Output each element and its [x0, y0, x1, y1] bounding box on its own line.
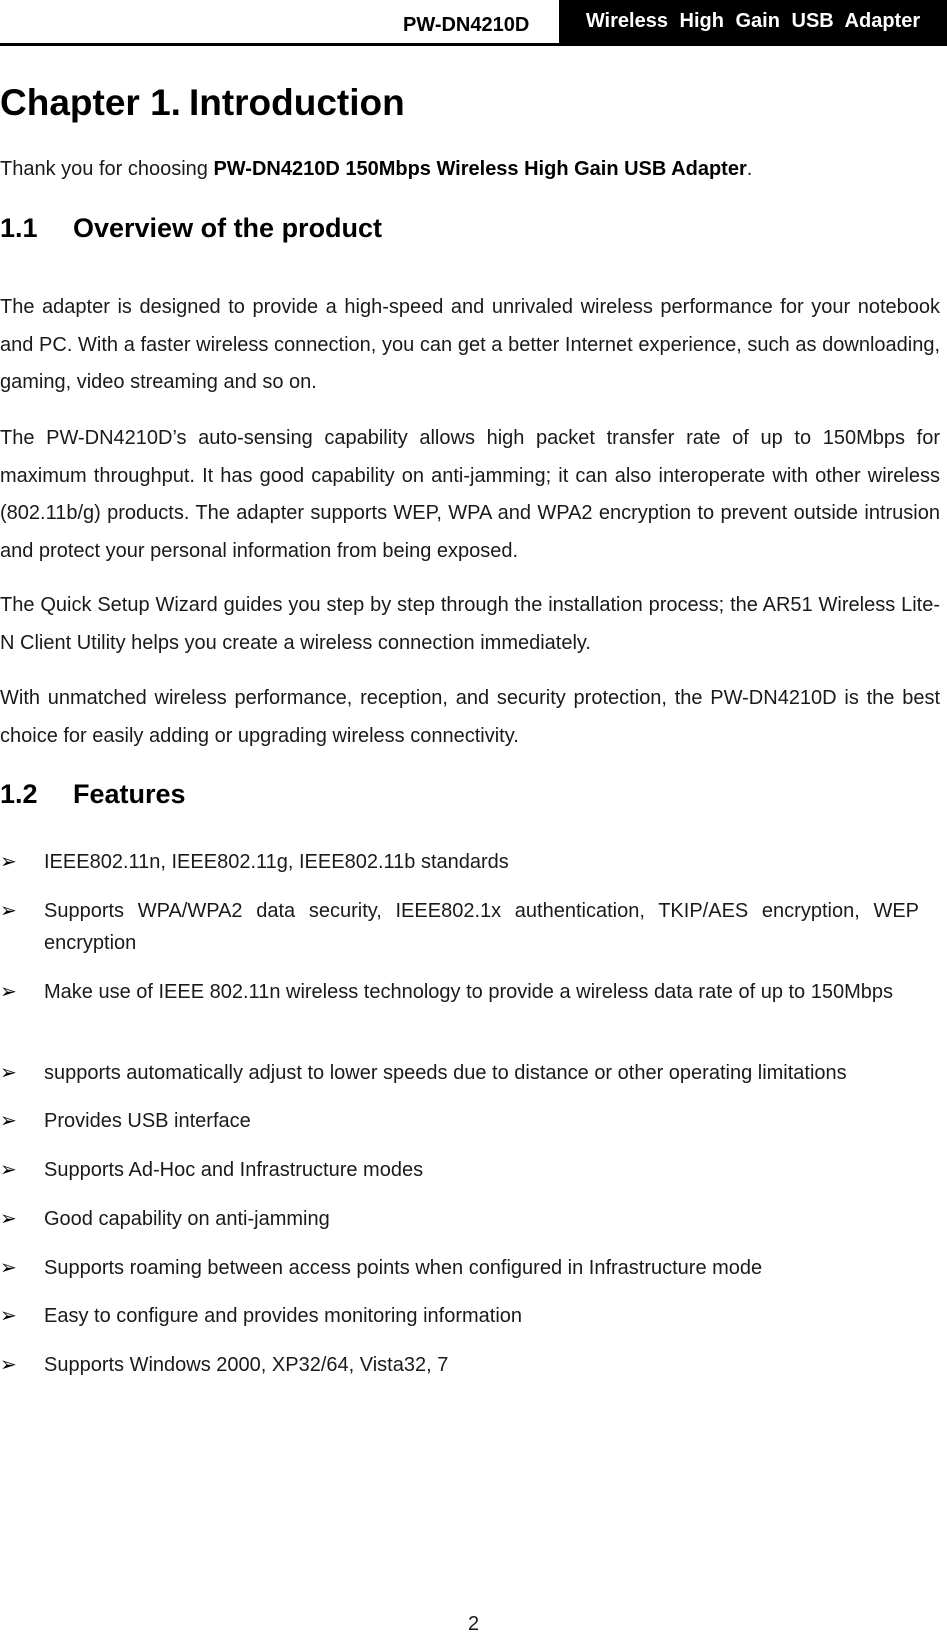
feature-text: Good capability on anti-jamming [44, 1208, 330, 1230]
header-product-tag: Wireless High Gain USB Adapter [559, 0, 947, 43]
section-title: Features [73, 779, 186, 809]
intro-prefix: Thank you for choosing [0, 158, 214, 180]
arrow-bullet-icon: ➢ [0, 1354, 17, 1376]
page-number: 2 [467, 1613, 480, 1635]
arrow-bullet-icon: ➢ [0, 1062, 17, 1084]
overview-paragraph-2: The PW-DN4210D’s auto-sensing capability allows high packet transfer rate of up to 150Mbps for maximum throughput. It has good capability on anti-jamming; it can also interoperate with other wireless (802.11b/g) products. The adapter supports WEP, WPA and WPA2 encryption to prevent outside intrusion and protect your personal information from being exposed. [0, 427, 940, 562]
arrow-bullet-icon: ➢ [0, 1257, 17, 1279]
arrow-bullet-icon: ➢ [0, 900, 17, 922]
arrow-bullet-icon: ➢ [0, 851, 17, 873]
page-header [0, 0, 947, 46]
intro-sentence [0, 158, 752, 181]
feature-text: Supports Windows 2000, XP32/64, Vista32, 7 [44, 1354, 449, 1376]
intro-suffix: . [746, 158, 753, 180]
arrow-bullet-icon: ➢ [0, 981, 17, 1003]
feature-text: Make use of IEEE 802.11n wireless technology to provide a wireless data rate of up to 150Mbps [44, 981, 894, 1003]
section-heading-overview [0, 213, 382, 244]
arrow-bullet-icon: ➢ [0, 1305, 17, 1327]
chapter-name: Introduction [188, 82, 405, 123]
feature-text: Supports WPA/WPA2 data security, IEEE802.1x authentication, TKIP/AES encryption, WEP encryption [44, 900, 919, 954]
overview-paragraph-3: The Quick Setup Wizard guides you step by step through the installation process; the AR51 Wireless Lite-N Client Utility helps you create a wireless connection immediately. [0, 594, 940, 654]
section-title: Overview of the product [73, 213, 383, 243]
feature-text: Supports roaming between access points when configured in Infrastructure mode [44, 1257, 763, 1279]
overview-paragraph-1: The adapter is designed to provide a high-speed and unrivaled wireless performance for your notebook and PC. With a faster wireless connection, you can get a better Internet experience, such as downloading, gaming, video streaming and so on. [0, 296, 940, 393]
feature-text: IEEE802.11n, IEEE802.11g, IEEE802.11b standards [44, 851, 509, 873]
arrow-bullet-icon: ➢ [0, 1110, 17, 1132]
header-model: PW-DN4210D [403, 14, 530, 36]
section-number: 1.2 [0, 779, 38, 809]
intro-product-name: PW-DN4210D 150Mbps Wireless High Gain USB Adapter [213, 158, 747, 180]
feature-text: Supports Ad-Hoc and Infrastructure modes [44, 1159, 424, 1181]
arrow-bullet-icon: ➢ [0, 1159, 17, 1181]
section-heading-features [0, 779, 186, 810]
chapter-title [0, 82, 405, 124]
section-number: 1.1 [0, 213, 38, 243]
arrow-bullet-icon: ➢ [0, 1208, 17, 1230]
feature-text: Easy to configure and provides monitoring information [44, 1305, 523, 1327]
overview-paragraph-4: With unmatched wireless performance, reception, and security protection, the PW-DN4210D is the best choice for easily adding or upgrading wireless connectivity. [0, 687, 940, 747]
feature-text: Provides USB interface [44, 1110, 251, 1132]
feature-text: supports automatically adjust to lower speeds due to distance or other operating limitations [44, 1062, 847, 1084]
chapter-number: Chapter 1. [0, 82, 181, 123]
